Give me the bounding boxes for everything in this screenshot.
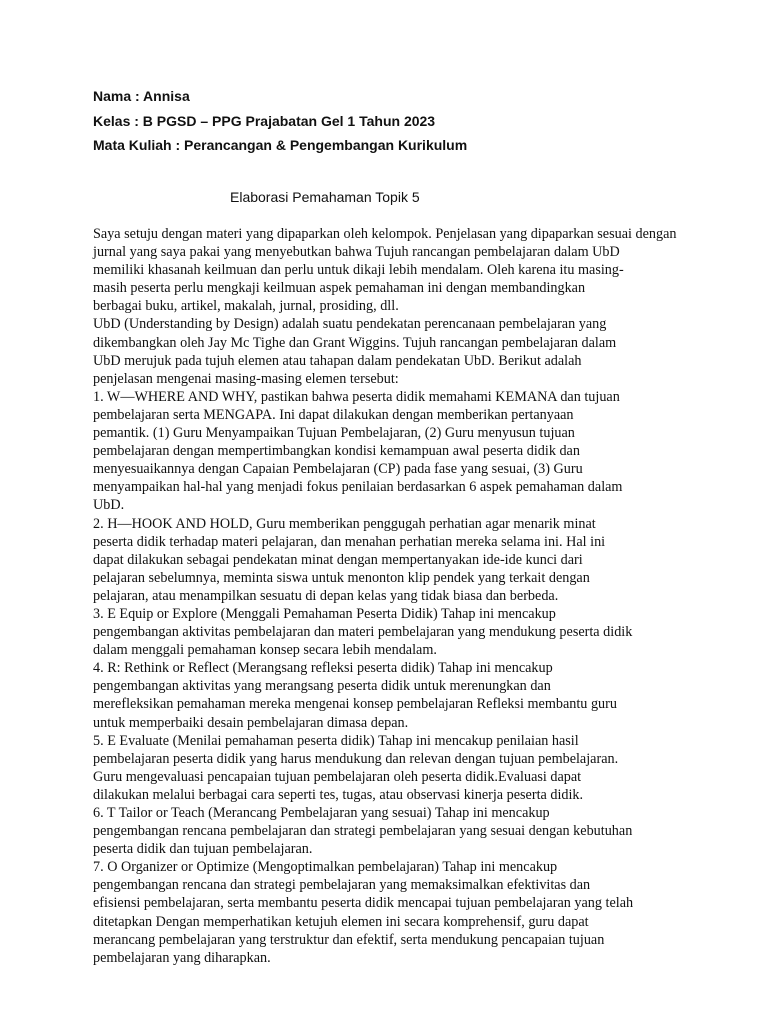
text-line: pembelajaran serta MENGAPA. Ini dapat dilakukan dengan memberikan pertanyaan — [93, 406, 574, 423]
text-line: dapat dilakukan sebagai pendekatan minat dengan mempertanyakan ide-ide kunci dari — [93, 551, 583, 568]
paragraph-4 — [93, 515, 693, 605]
text-line: pengembangan rencana dan strategi pembelajaran yang memaksimalkan efektivitas dan — [93, 877, 591, 894]
text-line: menyampaikan hal-hal yang menjadi fokus penilaian berdasarkan 6 aspek pemahaman dalam — [93, 479, 623, 496]
paragraph-9 — [93, 858, 693, 967]
paragraph-7 — [93, 732, 693, 804]
text-line: menyesuaikannya dengan Capaian Pembelajaran (CP) pada fase yang sesuai, (3) Guru — [93, 461, 583, 478]
text-line: peserta didik terhadap materi pelajaran, dan menahan perhatian mereka selama ini. Hal ini — [93, 533, 606, 550]
paragraph-8 — [93, 804, 693, 858]
text-line: pengembangan aktivitas pembelajaran dan materi pembelajaran yang mendukung peserta didik — [93, 624, 633, 641]
text-line: pengembangan rencana pembelajaran dan strategi pembelajaran yang sesuai dengan kebutuhan — [93, 823, 633, 840]
text-line: pembelajaran peserta didik yang harus mendukung dan relevan dengan tujuan pembelajaran. — [93, 750, 619, 767]
text-line: merancang pembelajaran yang terstruktur dan efektif, serta mendukung pencapaian tujuan — [93, 931, 605, 948]
text-line: pelajaran sebelumnya, meminta siswa untuk menonton klip pendek yang terkait dengan — [93, 569, 590, 586]
text-line: Saya setuju dengan materi yang dipaparkan oleh kelompok. Penjelasan yang dipaparkan sesuai dengan — [93, 226, 677, 242]
text-line: UbD (Understanding by Design) adalah suatu pendekatan perencanaan pembelajaran yang — [93, 316, 607, 333]
text-line: jurnal yang saya pakai yang menyebutkan bahwa Tujuh rancangan pembelajaran dalam UbD — [93, 244, 620, 261]
text-line: peserta didik dan tujuan pembelajaran. — [93, 841, 313, 858]
paragraph-2 — [93, 315, 693, 387]
text-line: pelajaran, atau menampilkan sesuatu di depan kelas yang tidak biasa dan berbeda. — [93, 587, 559, 604]
paragraph-3 — [93, 388, 693, 515]
text-line: UbD merujuk pada tujuh elemen atau tahapan dalam pendekatan UbD. Berikut adalah — [93, 352, 582, 369]
text-line: pembelajaran yang diharapkan. — [93, 949, 271, 966]
text-line: pembelajaran dengan mempertimbangkan kondisi kemampuan awal peserta didik dan — [93, 443, 580, 460]
student-name: Nama : Annisa — [93, 88, 190, 104]
text-line: 2. H—HOOK AND HOLD, Guru memberikan penggugah perhatian agar menarik minat — [93, 515, 596, 532]
text-line: UbD. — [93, 497, 125, 514]
text-line: ditetapkan Dengan memperhatikan ketujuh elemen ini secara komprehensif, guru dapat — [93, 913, 589, 930]
text-line: 7. O Organizer or Optimize (Mengoptimalkan pembelajaran) Tahap ini mencakup — [93, 859, 558, 876]
text-line: dilakukan melalui berbagai cara seperti tes, tugas, atau observasi kinerja peserta didik. — [93, 786, 584, 803]
student-header — [93, 84, 713, 158]
text-line: dalam menggali pemahaman konsep secara lebih mendalam. — [93, 642, 437, 659]
text-line: 3. E Equip or Explore (Menggali Pemahaman Peserta Didik) Tahap ini mencakup — [93, 605, 556, 622]
paragraph-6 — [93, 659, 693, 731]
text-line: memiliki khasanah keilmuan dan perlu untuk dikaji lebih mendalam. Oleh karena itu masing- — [93, 262, 624, 279]
text-line: masih peserta perlu mengkaji keilmuan aspek pemahaman ini dengan membandingkan — [93, 280, 586, 297]
student-class: Kelas : B PGSD – PPG Prajabatan Gel 1 Tahun 2023 — [93, 112, 436, 129]
document-title: Elaborasi Pemahaman Topik 5 — [230, 189, 420, 205]
text-line: efisiensi pembelajaran, serta membantu peserta didik mencapai tujuan pembelajaran yang telah — [93, 895, 634, 912]
text-line: merefleksikan pemahaman mereka mengenai konsep pembelajaran Refleksi membantu guru — [93, 696, 617, 713]
text-line: penjelasan mengenai masing-masing elemen tersebut: — [93, 370, 399, 387]
text-line: 1. W—WHERE AND WHY, pastikan bahwa peserta didik memahami KEMANA dan tujuan — [93, 388, 620, 405]
text-line: 5. E Evaluate (Menilai pemahaman peserta didik) Tahap ini mencakup penilaian hasil — [93, 732, 579, 749]
text-line: dikembangkan oleh Jay Mc Tighe dan Grant Wiggins. Tujuh rancangan pembelajaran dalam — [93, 334, 617, 351]
paragraph-1 — [93, 225, 693, 315]
text-line: pengembangan aktivitas yang merangsang peserta didik untuk merenungkan dan — [93, 678, 551, 695]
text-line: berbagai buku, artikel, makalah, jurnal, prosiding, dll. — [93, 298, 399, 315]
text-line: Guru mengevaluasi pencapaian tujuan pembelajaran oleh peserta didik.Evaluasi dapat — [93, 768, 582, 785]
text-line: pemantik. (1) Guru Menyampaikan Tujuan Pembelajaran, (2) Guru menyusun tujuan — [93, 425, 575, 442]
document-body — [93, 225, 693, 967]
text-line: 6. T Tailor or Teach (Merancang Pembelajaran yang sesuai) Tahap ini mencakup — [93, 805, 550, 821]
paragraph-5 — [93, 605, 693, 659]
text-line: untuk memperbaiki desain pembelajaran dimasa depan. — [93, 714, 409, 731]
text-line: 4. R: Rethink or Reflect (Merangsang refleksi peserta didik) Tahap ini mencakup — [93, 660, 553, 677]
course-name: Mata Kuliah : Perancangan & Pengembangan Kurikulum — [93, 137, 468, 153]
